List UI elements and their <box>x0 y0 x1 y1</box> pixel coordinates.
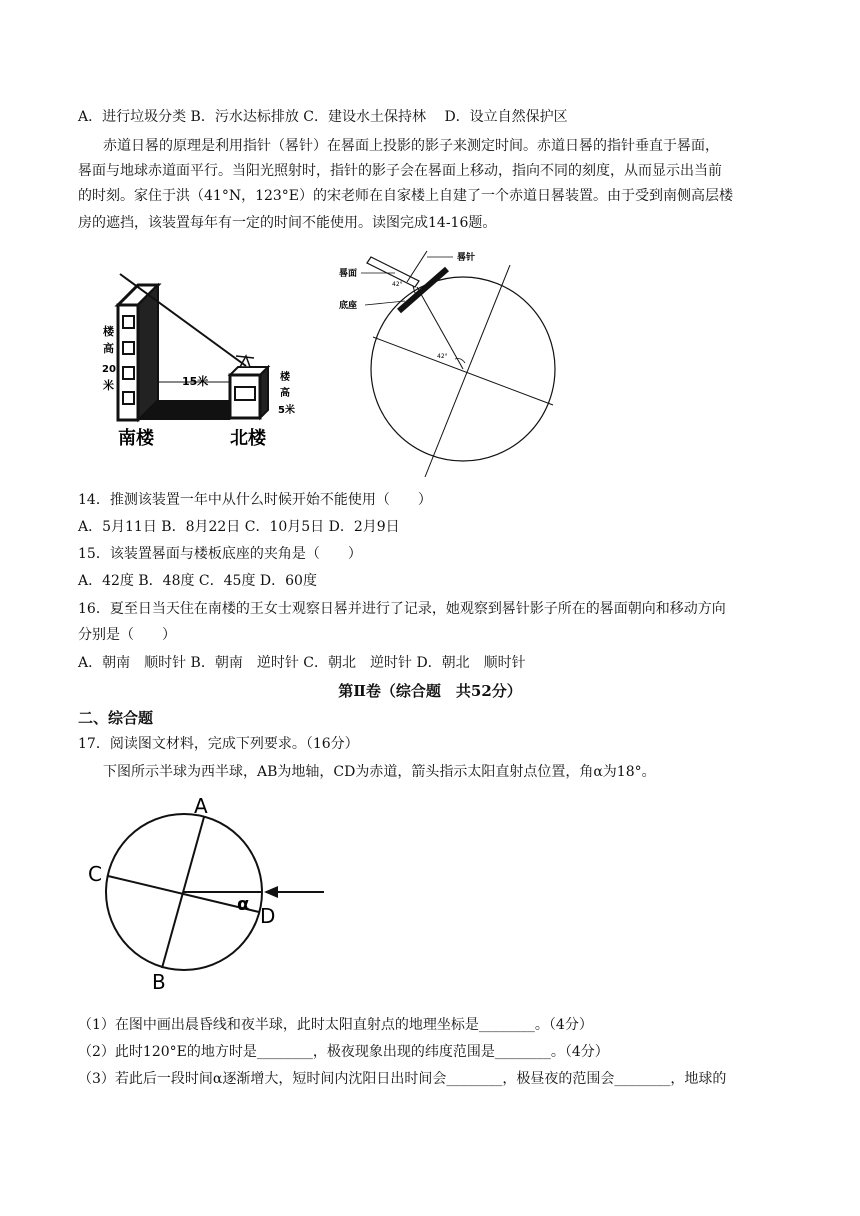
passage-line-2: 晷面与地球赤道面平行。当阳光照射时，指针的影子会在晷面上移动，指向不同的刻度，从而显示出当前 <box>78 163 722 179</box>
distance-label: 15米 <box>182 375 209 388</box>
dial-label: 晷面 <box>339 269 358 279</box>
north-height-2: 高 <box>280 388 290 399</box>
question-14: 14．推测该装置一年中从什么时候开始不能使用（ ） <box>78 492 432 508</box>
south-height-3: 20 <box>102 364 116 375</box>
north-height-1: 楼 <box>280 372 290 383</box>
south-building-label: 南楼 <box>118 428 154 449</box>
question-16-line-2: 分别是（ ） <box>78 627 176 643</box>
section-2-heading: 二、综合题 <box>78 709 154 727</box>
question-17-1: （1）在图中画出晨昏线和夜半球，此时太阳直射点的地理坐标是________。（4分） <box>78 1017 593 1033</box>
passage-line-1: 赤道日晷的原理是利用指针（晷针）在晷面上投影的影子来测定时间。赤道日晷的指针垂直于晷面， <box>103 138 719 154</box>
part-2-title: 第Ⅱ卷（综合题 共52分） <box>338 682 522 700</box>
buildings-figure <box>90 272 310 452</box>
label-c: C <box>88 862 102 886</box>
question-17-description: 下图所示半球为西半球，AB为地轴，CD为赤道，箭头指示太阳直射点位置，角α为18°。 <box>103 764 656 780</box>
question-16-line-1: 16．夏至日当天住在南楼的王女士观察日晷并进行了记录，她观察到晷针影子所在的晷面朝向和移动方向 <box>78 601 726 617</box>
south-height-2: 高 <box>103 342 114 355</box>
label-a: A <box>194 794 208 818</box>
angle-small-label: 42° <box>392 281 403 288</box>
gnomon-label: 晷针 <box>457 253 476 263</box>
north-height-3: 5米 <box>278 405 295 416</box>
passage-line-4: 房的遮挡，该装置每年有一定的时间不能使用。读图完成14-16题。 <box>78 215 497 231</box>
label-b: B <box>152 970 166 994</box>
question-15: 15．该装置晷面与楼板底座的夹角是（ ） <box>78 546 362 562</box>
passage-line-3: 的时刻。家住于洪（41°N，123°E）的宋老师在自家楼上自建了一个赤道日晷装置。由于受到南侧高层楼 <box>78 188 734 204</box>
hemisphere-figure <box>84 790 344 1000</box>
sundial-globe-figure <box>335 245 575 485</box>
question-17: 17．阅读图文材料，完成下列要求。（16分） <box>78 736 359 752</box>
label-d: D <box>260 904 276 928</box>
question-14-options: A．5月11日 B．8月22日 C．10月5日 D．2月9日 <box>78 519 400 535</box>
q13-options: A．进行垃圾分类 B．污水达标排放 C．建设水土保持林 D．设立自然保护区 <box>78 109 568 125</box>
question-17-2: （2）此时120°E的地方时是________，极夜现象出现的纬度范围是________。（4分） <box>78 1044 609 1060</box>
south-height-1: 楼 <box>103 325 114 338</box>
north-building-label: 北楼 <box>230 428 266 449</box>
angle-center-label: 42° <box>437 353 448 360</box>
question-15-options: A．42度 B．48度 C．45度 D．60度 <box>78 573 317 589</box>
question-17-3: （3）若此后一段时间α逐渐增大，短时间内沈阳日出时间会________，极昼夜的范围会________，地球的 <box>78 1071 727 1087</box>
label-alpha: α <box>237 894 250 915</box>
south-height-4: 米 <box>103 379 114 392</box>
question-16-options: A．朝南 顺时针 B．朝南 逆时针 C．朝北 逆时针 D．朝北 顺时针 <box>78 655 526 671</box>
base-label: 底座 <box>339 301 358 311</box>
